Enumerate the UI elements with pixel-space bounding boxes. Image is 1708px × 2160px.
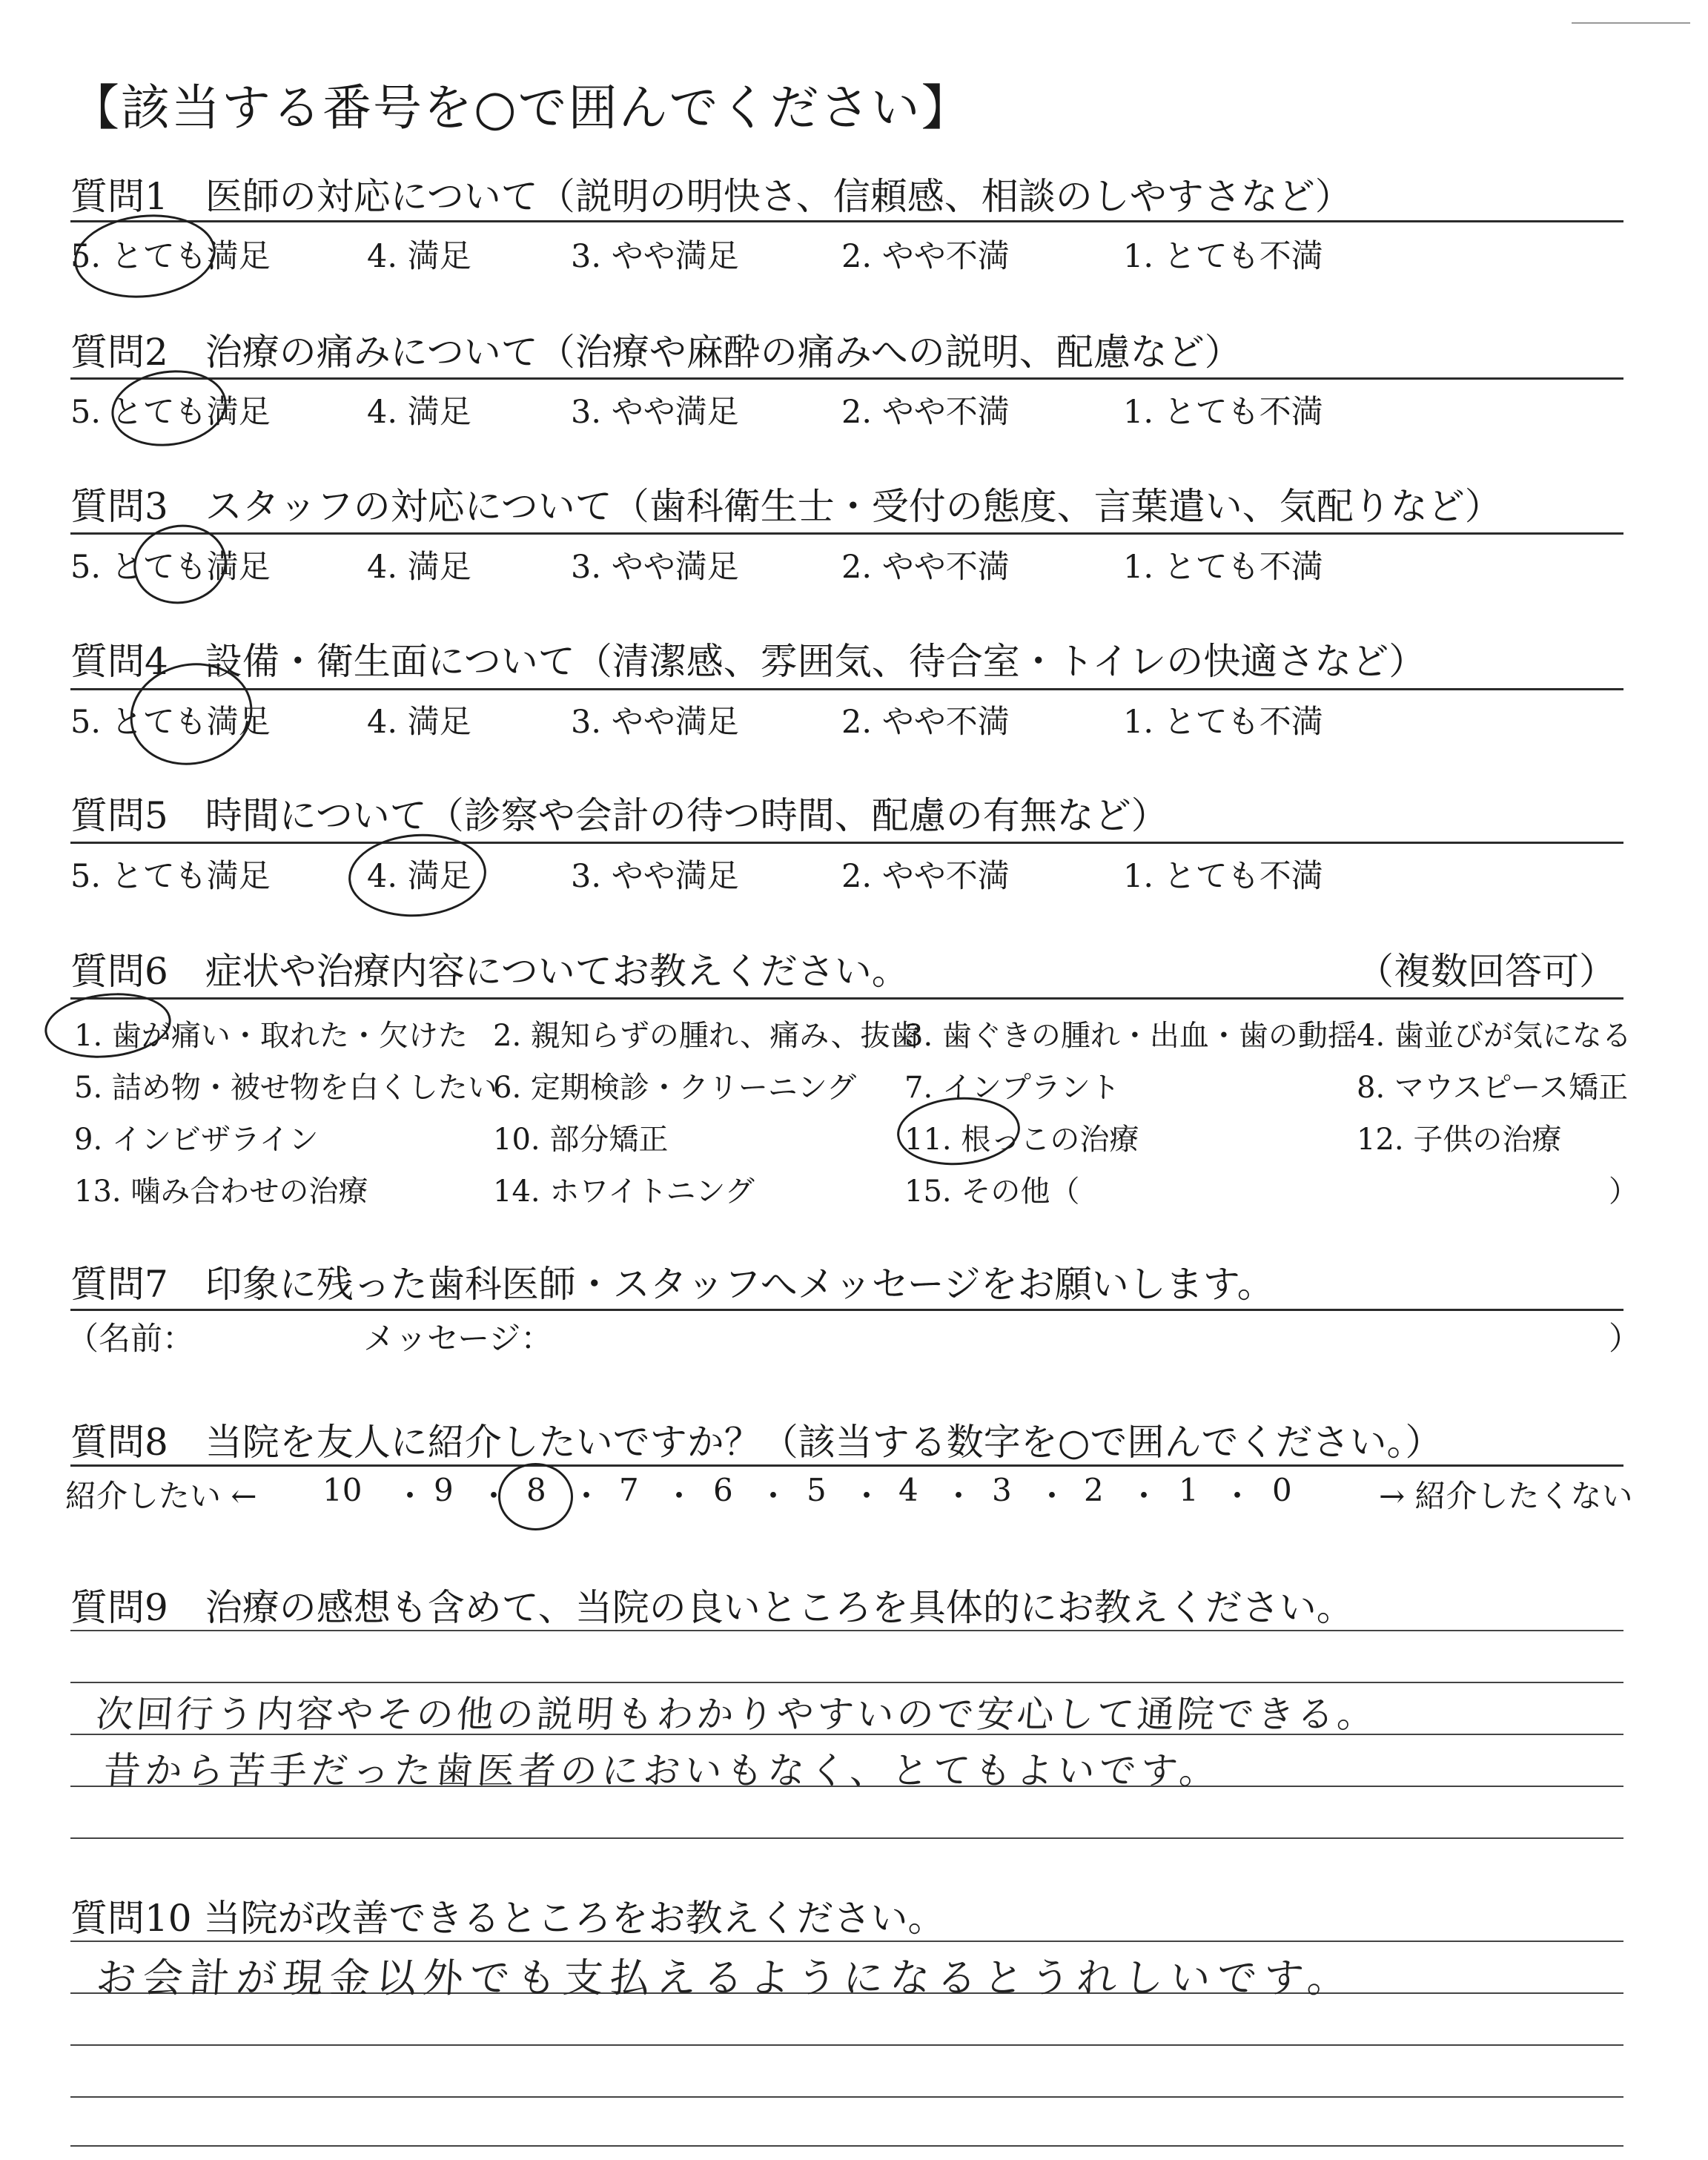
q2-option-1[interactable]: 1. とても不満 — [1123, 394, 1323, 431]
q2-option-5[interactable]: 5. とても満足 — [70, 394, 271, 431]
question-6-rule — [70, 997, 1623, 1000]
q8-sep: ・ — [571, 1478, 603, 1514]
q5-option-2[interactable]: 2. やや不満 — [841, 858, 1010, 895]
q8-sep: ・ — [758, 1478, 790, 1514]
q6-option-14[interactable]: 14. ホワイトニング — [493, 1175, 755, 1209]
q10-line-5 — [70, 2145, 1623, 2147]
q10-line-4 — [70, 2096, 1623, 2098]
q3-option-4[interactable]: 4. 満足 — [367, 549, 471, 586]
q7-close-paren: ） — [1609, 1321, 1641, 1358]
question-5-rule — [70, 842, 1623, 844]
q5-option-1[interactable]: 1. とても不満 — [1123, 858, 1323, 895]
q1-option-5[interactable]: 5. とても満足 — [70, 238, 271, 275]
q6-option-12[interactable]: 12. 子供の治療 — [1357, 1123, 1562, 1157]
q10-line-3 — [70, 2044, 1623, 2046]
question-4-title: 質問4 設備・衛生面について（清潔感、雰囲気、待合室・トイレの快適さなど） — [70, 640, 1426, 683]
q3-option-3[interactable]: 3. やや満足 — [571, 549, 739, 586]
q4-option-5[interactable]: 5. とても満足 — [70, 704, 271, 741]
q8-sep: ・ — [663, 1478, 695, 1514]
q8-sep: ・ — [1128, 1478, 1160, 1514]
q6-option-2[interactable]: 2. 親知らずの腫れ、痛み、抜歯 — [493, 1019, 920, 1053]
question-8-rule — [70, 1464, 1623, 1467]
q8-scale-7[interactable]: 7 — [619, 1472, 639, 1508]
q6-option-5[interactable]: 5. 詰め物・被せ物を白くしたい — [74, 1071, 497, 1105]
q8-left-label: 紹介したい ← — [65, 1478, 257, 1514]
question-3-title: 質問3 スタッフの対応について（歯科衛生士・受付の態度、言葉遣い、気配りなど） — [70, 485, 1502, 528]
q6-option-9[interactable]: 9. インビザライン — [74, 1123, 319, 1157]
q9-handwritten-1: 次回行う内容やその他の説明もわかりやすいので安心して通院できる。 — [94, 1693, 1379, 1736]
q8-scale-0[interactable]: 0 — [1272, 1472, 1292, 1508]
q8-sep: ・ — [1222, 1478, 1254, 1514]
q2-option-3[interactable]: 3. やや満足 — [571, 394, 739, 431]
q10-line-1 — [70, 1941, 1623, 1942]
q8-scale-4[interactable]: 4 — [898, 1472, 918, 1508]
q7-message-label[interactable]: メッセージ： — [363, 1321, 553, 1358]
q5-option-5[interactable]: 5. とても満足 — [70, 858, 271, 895]
question-2-rule — [70, 377, 1623, 380]
q4-option-3[interactable]: 3. やや満足 — [571, 704, 739, 741]
q8-sep: ・ — [478, 1478, 510, 1514]
question-9-title: 質問9 治療の感想も含めて、当院の良いところを具体的にお教えください。 — [70, 1586, 1354, 1629]
question-4-rule — [70, 688, 1623, 690]
q3-option-5[interactable]: 5. とても満足 — [70, 549, 271, 586]
question-7-rule — [70, 1309, 1623, 1311]
q4-option-4[interactable]: 4. 満足 — [367, 704, 471, 741]
q1-option-1[interactable]: 1. とても不満 — [1123, 238, 1323, 275]
q6-option-1[interactable]: 1. 歯が痛い・取れた・欠けた — [74, 1019, 468, 1053]
q6-option-4[interactable]: 4. 歯並びが気になる — [1357, 1019, 1632, 1053]
q8-right-label: → 紹介したくない — [1379, 1478, 1633, 1514]
q1-option-4[interactable]: 4. 満足 — [367, 238, 471, 275]
q6-option-7[interactable]: 7. インプラント — [904, 1071, 1120, 1105]
q1-option-2[interactable]: 2. やや不満 — [841, 238, 1010, 275]
question-2-title: 質問2 治療の痛みについて（治療や麻酔の痛みへの説明、配慮など） — [70, 331, 1242, 374]
q9-line-5 — [70, 1837, 1623, 1839]
answer-circle-q3 — [128, 518, 233, 611]
q10-handwritten-1: お会計が現金以外でも支払えるようになるとうれしいです。 — [94, 1955, 1356, 2001]
q8-scale-3[interactable]: 3 — [992, 1472, 1012, 1508]
q2-option-2[interactable]: 2. やや不満 — [841, 394, 1010, 431]
q6-option-15-close: ） — [1609, 1175, 1638, 1209]
question-8-title: 質問8 当院を友人に紹介したいですか？（該当する数字を○で囲んでください。） — [70, 1421, 1443, 1464]
q9-line-2 — [70, 1682, 1623, 1683]
q5-option-4[interactable]: 4. 満足 — [367, 858, 471, 895]
question-10-title: 質問10 当院が改善できるところをお教えください。 — [70, 1897, 945, 1940]
scan-edge-mark — [1572, 22, 1690, 24]
q1-option-3[interactable]: 3. やや満足 — [571, 238, 739, 275]
q8-scale-6[interactable]: 6 — [713, 1472, 733, 1508]
q3-option-1[interactable]: 1. とても不満 — [1123, 549, 1323, 586]
q6-option-15[interactable]: 15. その他（ — [904, 1175, 1080, 1209]
question-3-rule — [70, 532, 1623, 535]
q6-option-11[interactable]: 11. 根っこの治療 — [904, 1123, 1139, 1157]
q8-scale-1[interactable]: 1 — [1179, 1472, 1199, 1508]
q6-option-13[interactable]: 13. 噛み合わせの治療 — [74, 1175, 368, 1209]
q6-option-10[interactable]: 10. 部分矯正 — [493, 1123, 669, 1157]
q5-option-3[interactable]: 3. やや満足 — [571, 858, 739, 895]
q4-option-2[interactable]: 2. やや不満 — [841, 704, 1010, 741]
q9-handwritten-2: 昔から苦手だった歯医者のにおいもなく、とてもよいです。 — [102, 1749, 1222, 1792]
q4-option-1[interactable]: 1. とても不満 — [1123, 704, 1323, 741]
q8-scale-9[interactable]: 9 — [434, 1472, 454, 1508]
answer-circle-q2 — [107, 363, 232, 454]
q3-option-2[interactable]: 2. やや不満 — [841, 549, 1010, 586]
q8-scale-8[interactable]: 8 — [526, 1472, 546, 1508]
question-1-rule — [70, 220, 1623, 222]
q8-scale-2[interactable]: 2 — [1084, 1472, 1104, 1508]
q2-option-4[interactable]: 4. 満足 — [367, 394, 471, 431]
q8-sep: ・ — [851, 1478, 883, 1514]
question-7-title: 質問7 印象に残った歯科医師・スタッフへメッセージをお願いします。 — [70, 1263, 1274, 1306]
q7-name-label[interactable]: （名前： — [67, 1321, 194, 1358]
q8-scale-5[interactable]: 5 — [807, 1472, 827, 1508]
q6-option-6[interactable]: 6. 定期検診・クリーニング — [493, 1071, 857, 1105]
question-6-title: 質問6 症状や治療内容についてお教えください。 — [70, 950, 909, 993]
page-header: 【該当する番号を○で囲んでください】 — [70, 79, 972, 136]
q8-scale-10[interactable]: 10 — [322, 1472, 363, 1508]
q6-option-3[interactable]: 3. 歯ぐきの腫れ・出血・歯の動揺 — [904, 1019, 1357, 1053]
q9-line-1 — [70, 1630, 1623, 1631]
q8-sep: ・ — [1036, 1478, 1068, 1514]
q8-sep: ・ — [394, 1478, 426, 1514]
answer-circle-q8 — [498, 1463, 573, 1530]
q6-option-8[interactable]: 8. マウスピース矯正 — [1357, 1071, 1629, 1105]
question-6-note: （複数回答可） — [1357, 950, 1616, 993]
q8-sep: ・ — [943, 1478, 975, 1514]
question-1-title: 質問1 医師の対応について（説明の明快さ、信頼感、相談のしやすさなど） — [70, 175, 1352, 218]
question-5-title: 質問5 時間について（診察や会計の待つ時間、配慮の有無など） — [70, 794, 1168, 837]
